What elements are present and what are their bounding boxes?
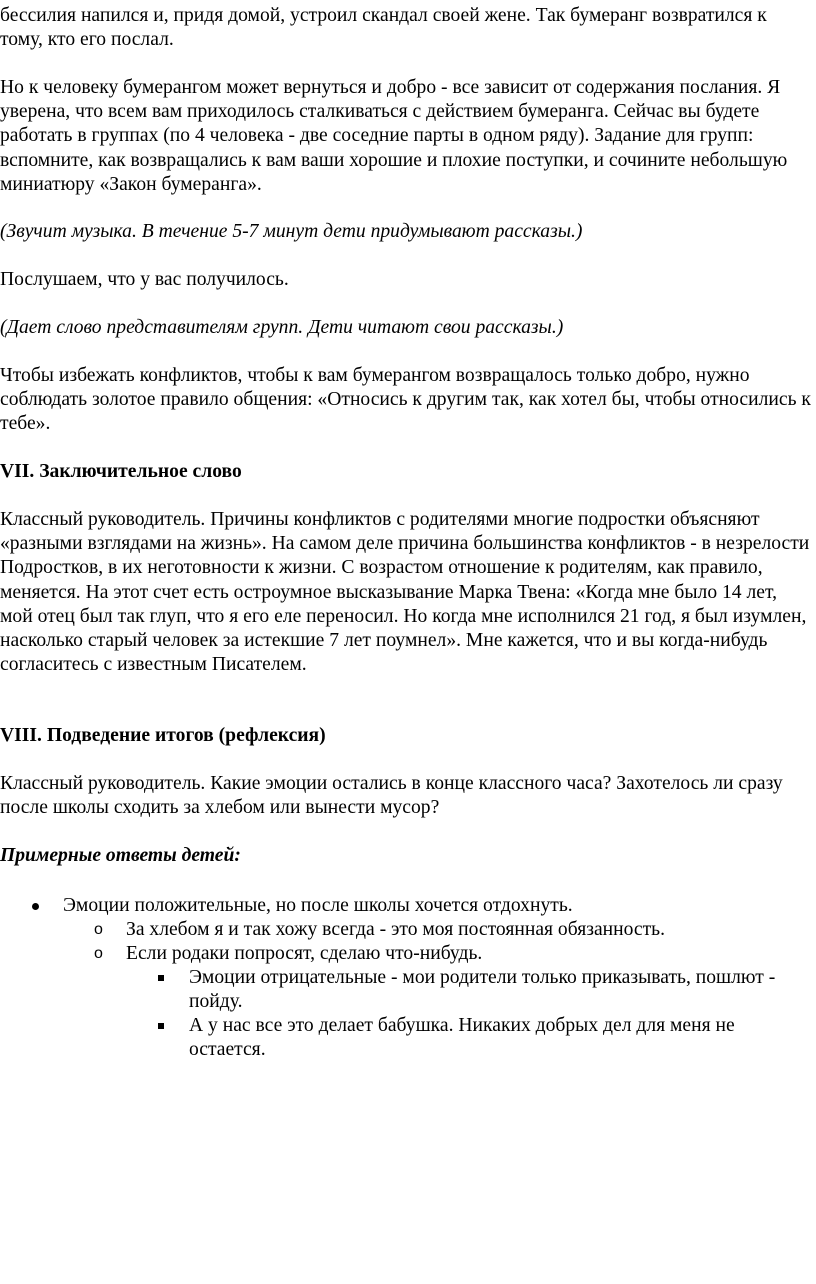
stage-direction-music: (Звучит музыка. В течение 5-7 минут дети придумывают рассказы.) <box>0 221 583 242</box>
stage-direction-groups: (Дает слово представителям групп. Дети читают свои рассказы.) <box>0 317 564 338</box>
list-item-level3 <box>0 966 814 1014</box>
list-item-level2 <box>0 942 814 966</box>
list-item-level2 <box>0 918 814 942</box>
list-item-text: За хлебом я и так хожу всегда - это моя постоянная обязанность. <box>126 919 665 940</box>
paragraph-boomerang-ending: бессилия напился и, придя домой, устроил скандал своей жене. Так бумеранг возвратился к тому, кто его послал. <box>0 5 767 51</box>
list-item-text: Эмоции отрицательные - мои родители только приказывать, пошлют - пойду. <box>189 967 776 1013</box>
sample-answers-heading: Примерные ответы детей: <box>0 845 241 866</box>
bullet-dot-icon <box>32 903 39 910</box>
section-heading-vii: VII. Заключительное слово <box>0 461 242 482</box>
paragraph-listen: Послушаем, что у вас получилось. <box>0 269 289 290</box>
paragraph-closing-word: Классный руководитель. Причины конфликтов с родителями многие подростки объясняют «разными взглядами на жизнь». На самом деле причина большинства конфликтов - в незрелости Подростков, в их неготовности к жизни. С возрастом отношение к родителям, как правило, меняется. На этот счет есть остроумное высказывание Марка Твена: «Когда мне было 14 лет, мой отец был так глуп, что я его еле переносил. Но когда мне исполнился 21 год, я был изумлен, насколько старый человек за истекшие 7 лет поумнел». Мне кажется, что и вы когда-нибудь согласитесь с известным Писателем. <box>0 509 810 676</box>
square-bullet-icon <box>158 975 164 981</box>
paragraph-group-task: Но к человеку бумерангом может вернуться и добро - все зависит от содержания послания. Я уверена, что всем вам приходилось сталкиваться с действием бумеранга. Сейчас вы будете работать в группах (по 4 человека - две соседние парты в одном ряду). Задание для групп: вспомните, как возвращались к вам ваши хорошие и плохие поступки, и сочините небольшую миниатюру «Закон бумеранга». <box>0 77 788 195</box>
list-item-text: Эмоции положительные, но после школы хочется отдохнуть. <box>63 895 573 916</box>
list-item-text: А у нас все это делает бабушка. Никаких добрых дел для меня не остается. <box>189 1015 735 1061</box>
list-item-text: Если родаки попросят, сделаю что-нибудь. <box>126 943 483 964</box>
circle-bullet-icon: o <box>94 921 103 938</box>
paragraph-reflection-question: Классный руководитель. Какие эмоции остались в конце классного часа? Захотелось ли сразу после школы сходить за хлебом или вынести мусор? <box>0 773 783 819</box>
square-bullet-icon <box>158 1023 164 1029</box>
list-item-level3 <box>0 1014 814 1062</box>
section-heading-viii: VIII. Подведение итогов (рефлексия) <box>0 725 326 746</box>
paragraph-golden-rule: Чтобы избежать конфликтов, чтобы к вам бумерангом возвращалось только добро, нужно соблюдать золотое правило общения: «Относись к другим так, как хотел бы, чтобы относились к тебе». <box>0 365 811 435</box>
circle-bullet-icon: o <box>94 945 103 962</box>
list-item-level1 <box>0 894 814 918</box>
